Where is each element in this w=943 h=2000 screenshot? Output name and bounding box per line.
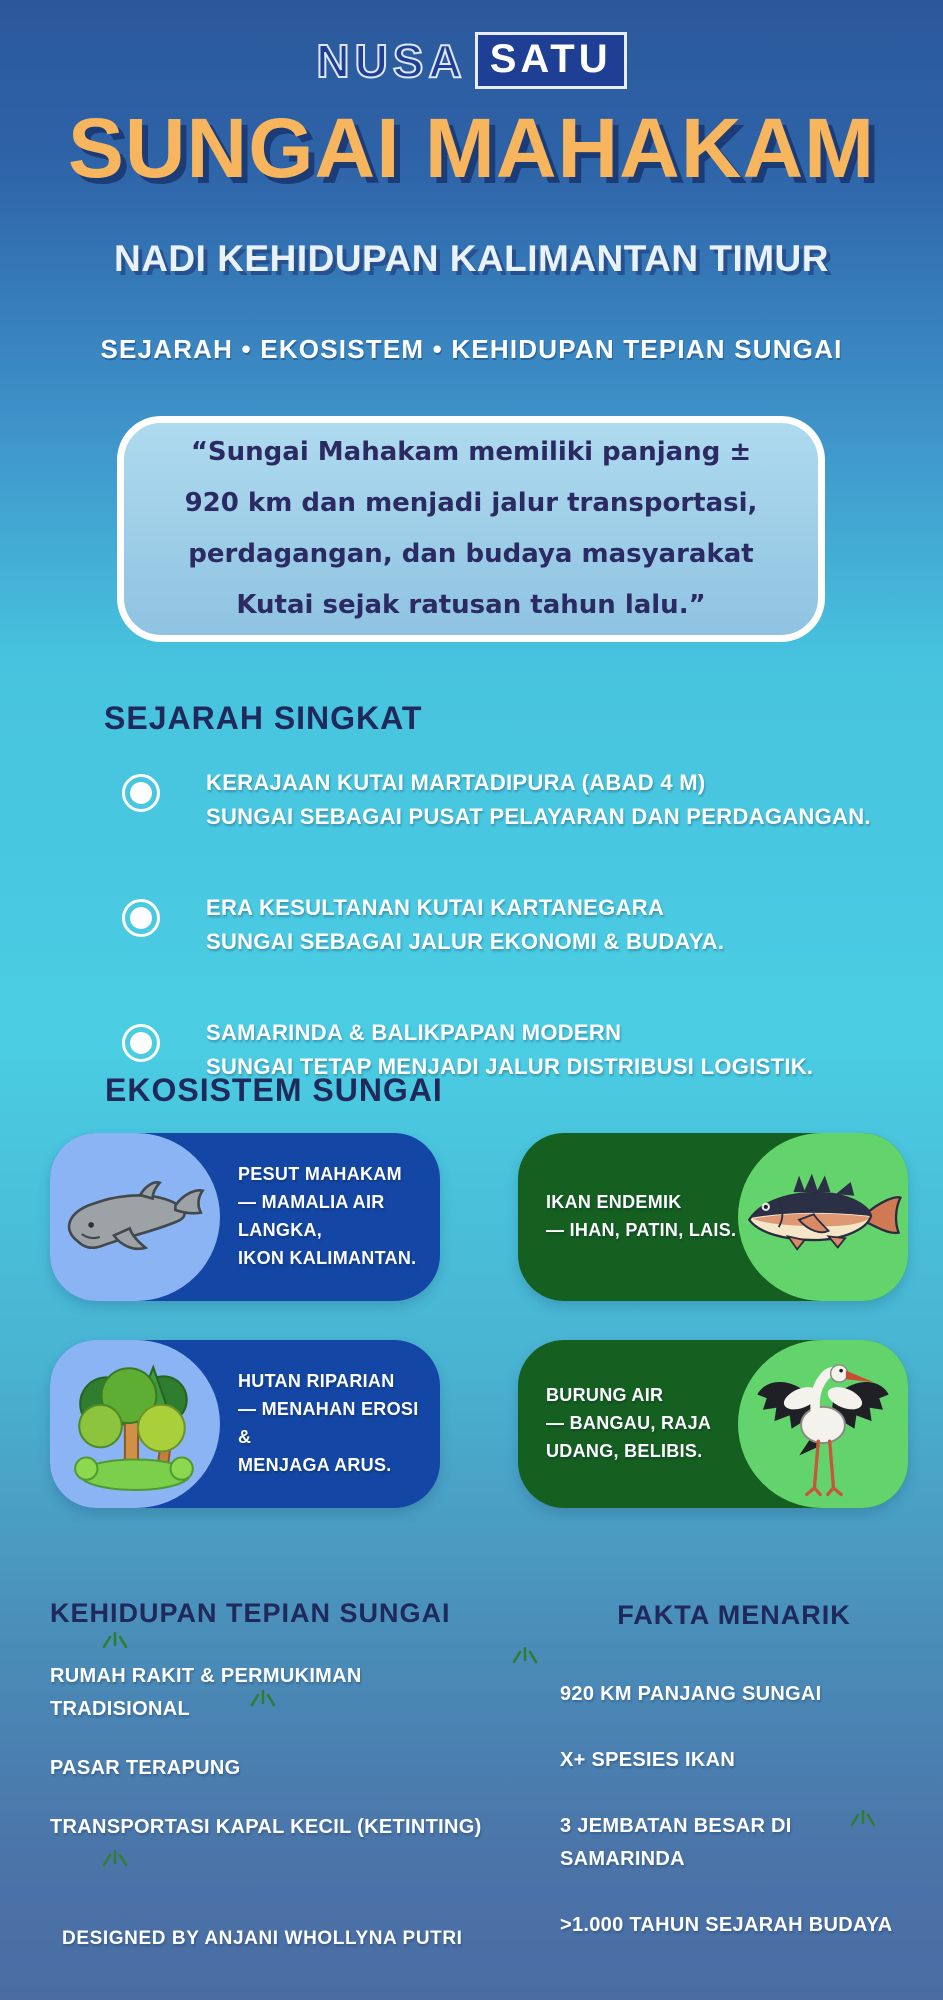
- bullet-title: ERA KESULTANAN KUTAI KARTANEGARA: [206, 895, 665, 920]
- card-desc-line: — MAMALIA AIR LANGKA,: [238, 1192, 385, 1240]
- card-desc-line: IKON KALIMANTAN.: [238, 1247, 417, 1268]
- list-item: [50, 1811, 482, 1844]
- list-item: [122, 891, 871, 959]
- item-line: 920 KM PANJANG SUNGAI: [560, 1683, 822, 1705]
- ekosistem-cards: [50, 1133, 908, 1508]
- quote-line: perdagangan, dan budaya masyarakat: [188, 539, 754, 569]
- stork-icon: [750, 1343, 896, 1505]
- quote-line: 920 km dan menjadi jalur transportasi,: [184, 488, 758, 518]
- card-hutan-riparian: [50, 1340, 440, 1508]
- card-title: PESUT MAHAKAM: [238, 1164, 402, 1185]
- item-line: 3 JEMBATAN BESAR DI: [560, 1815, 792, 1837]
- dolphin-icon: [56, 1159, 214, 1275]
- card-illustration-panel: [50, 1340, 220, 1508]
- section-heading-kehidupan: KEHIDUPAN TEPIAN SUNGAI: [50, 1598, 451, 1628]
- card-title: IKAN ENDEMIK: [546, 1192, 682, 1213]
- list-item: [122, 766, 871, 834]
- page-tagline: SEJARAH • EKOSISTEM • KEHIDUPAN TEPIAN SUNGAI: [100, 334, 843, 364]
- item-line: RUMAH RAKIT & PERMUKIMAN: [50, 1665, 362, 1687]
- sparkle-icon: [248, 1688, 278, 1708]
- list-item: [560, 1810, 892, 1876]
- item-line: PASAR TERAPUNG: [50, 1757, 241, 1779]
- bullet-dot-icon: [130, 1032, 152, 1054]
- bullet-dot-icon: [130, 782, 152, 804]
- quote-line: Kutai sejak ratusan tahun lalu.”: [236, 590, 706, 620]
- list-item: [560, 1744, 892, 1777]
- list-item: [560, 1909, 892, 1942]
- card-illustration-panel: [50, 1133, 220, 1301]
- card-desc-line: UDANG, BELIBIS.: [546, 1440, 703, 1461]
- bullet-dot-icon: [130, 907, 152, 929]
- designer-credit: DESIGNED BY ANJANI WHOLLYNA PUTRI: [62, 1928, 463, 1949]
- bullet-title: KERAJAAN KUTAI MARTADIPURA (ABAD 4 M): [206, 770, 706, 795]
- trees-icon: [64, 1353, 206, 1495]
- card-illustration-panel: [738, 1340, 908, 1508]
- item-line: TRADISIONAL: [50, 1698, 190, 1720]
- item-line: TRANSPORTASI KAPAL KECIL (KETINTING): [50, 1816, 482, 1838]
- section-heading-fakta: FAKTA MENARIK: [617, 1600, 851, 1630]
- card-title: HUTAN RIPARIAN: [238, 1371, 395, 1392]
- card-pesut-mahakam: [50, 1133, 440, 1301]
- fakta-list: [560, 1678, 892, 1975]
- card-desc-line: MENJAGA ARUS.: [238, 1454, 392, 1475]
- item-line: SAMARINDA: [560, 1848, 685, 1870]
- nusasatu-logo: [0, 32, 943, 89]
- card-ikan-endemik: [518, 1133, 908, 1301]
- bullet-title: SAMARINDA & BALIKPAPAN MODERN: [206, 1020, 622, 1045]
- logo-nusa-text: NUSA: [316, 34, 467, 87]
- card-burung-air: [518, 1340, 908, 1508]
- fish-icon: [740, 1165, 906, 1269]
- card-desc-line: — IHAN, PATIN, LAIS.: [546, 1220, 737, 1240]
- bullet-ring-icon: [122, 1024, 160, 1062]
- sparkle-icon: [100, 1848, 130, 1868]
- logo-satu-badge: SATU: [475, 32, 627, 89]
- card-title: BURUNG AIR: [546, 1385, 664, 1406]
- sparkle-icon: [848, 1808, 878, 1828]
- sparkle-icon: [510, 1645, 540, 1665]
- page-subtitle: NADI KEHIDUPAN KALIMANTAN TIMUR: [113, 238, 829, 279]
- bullet-desc: SUNGAI SEBAGAI PUSAT PELAYARAN DAN PERDAGANGAN.: [206, 804, 871, 829]
- page-title: SUNGAI MAHAKAM: [67, 101, 876, 195]
- bullet-desc: SUNGAI TETAP MENJADI JALUR DISTRIBUSI LOGISTIK.: [206, 1054, 814, 1079]
- card-illustration-panel: [738, 1133, 908, 1301]
- item-line: X+ SPESIES IKAN: [560, 1749, 736, 1771]
- bullet-ring-icon: [122, 899, 160, 937]
- section-heading-ekosistem: EKOSISTEM SUNGAI: [105, 1072, 443, 1108]
- bullet-desc: SUNGAI SEBAGAI JALUR EKONOMI & BUDAYA.: [206, 929, 725, 954]
- quote-line: “Sungai Mahakam memiliki panjang ±: [190, 437, 752, 467]
- list-item: [560, 1678, 892, 1711]
- section-heading-sejarah: SEJARAH SINGKAT: [104, 700, 423, 736]
- card-desc-line: — MENAHAN EROSI &: [238, 1399, 419, 1447]
- sparkle-icon: [100, 1630, 130, 1650]
- card-desc-line: — BANGAU, RAJA: [546, 1413, 712, 1434]
- bullet-ring-icon: [122, 774, 160, 812]
- item-line: >1.000 TAHUN SEJARAH BUDAYA: [560, 1914, 893, 1936]
- quote-box: [117, 416, 825, 642]
- list-item: [50, 1752, 482, 1785]
